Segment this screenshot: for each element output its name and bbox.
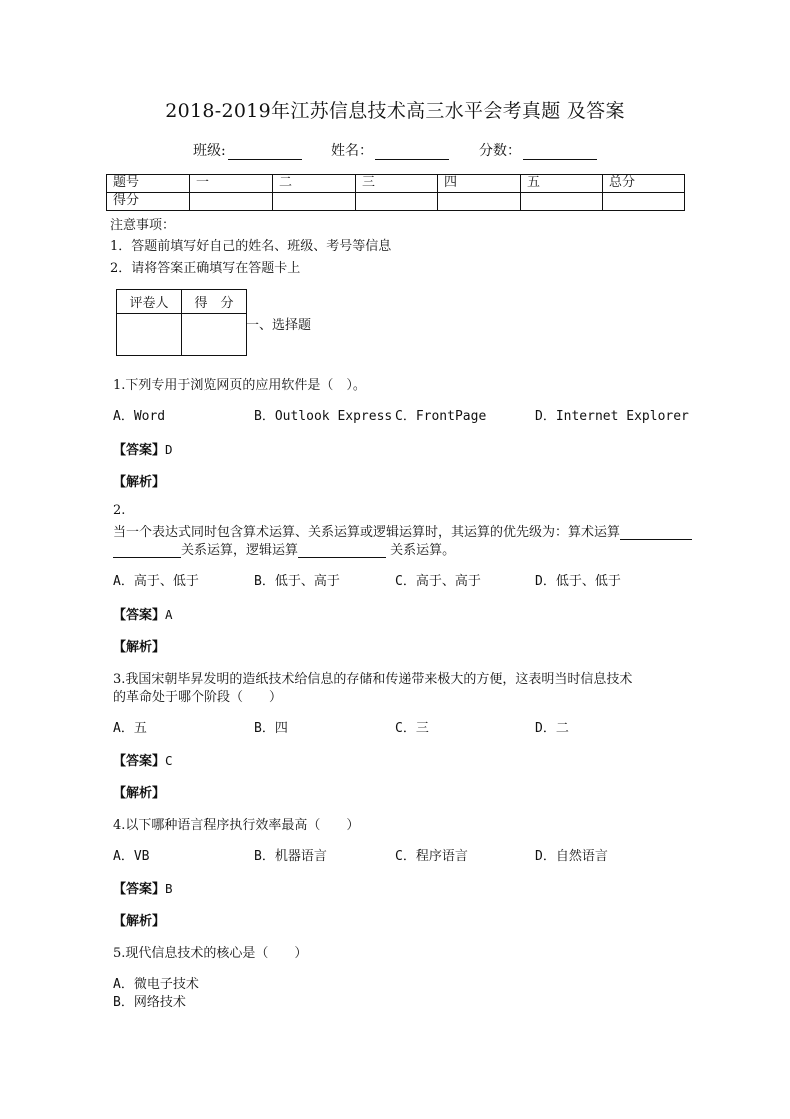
table-header-cell: 题号: [107, 175, 190, 193]
answer-label: 【答案】: [113, 754, 166, 769]
analysis-label: 【解析】: [113, 786, 166, 801]
question-stem-part: 当一个表达式同时包含算术运算、关系运算或逻辑运算时，其运算的优先级为：算术运算: [113, 525, 621, 540]
notes-heading: 注意事项：: [110, 218, 176, 233]
score-cell[interactable]: [438, 193, 521, 211]
question-stem: [113, 539, 455, 558]
option-c[interactable]: C．FrontPage: [395, 409, 487, 424]
score-cell[interactable]: [190, 193, 273, 211]
option-b[interactable]: B．四: [254, 721, 288, 736]
table-row: [107, 193, 685, 211]
analysis-label: 【解析】: [113, 914, 166, 929]
question-stem-part: 关系运算，逻辑运算: [181, 543, 299, 558]
table-header-cell: 三: [356, 175, 438, 193]
section-heading: 一、选择题: [246, 318, 312, 333]
answer-line: [113, 604, 173, 623]
score-field: [479, 140, 597, 160]
option-a[interactable]: A．VB: [113, 849, 150, 864]
table-header-cell: 二: [273, 175, 356, 193]
class-blank[interactable]: [228, 145, 302, 160]
score-table: [106, 174, 685, 211]
answer-label: 【答案】: [113, 443, 166, 458]
answer-label: 【答案】: [113, 608, 166, 623]
score-blank[interactable]: [523, 145, 597, 160]
grader-cell[interactable]: [117, 314, 182, 356]
question-stem: 4.以下哪种语言程序执行效率最高（ ）: [113, 818, 360, 833]
score-cell[interactable]: [603, 193, 685, 211]
table-header-cell: 四: [438, 175, 521, 193]
option-d[interactable]: D．二: [535, 721, 569, 736]
answer-label: 【答案】: [113, 882, 166, 897]
answer-line: [113, 439, 173, 458]
option-a[interactable]: A．微电子技术: [113, 977, 199, 992]
notes-item: 2．请将答案正确填写在答题卡上: [110, 261, 301, 276]
fill-blank[interactable]: [620, 525, 692, 540]
table-header-cell: 总分: [603, 175, 685, 193]
table-row: [117, 290, 247, 314]
option-c[interactable]: C．程序语言: [395, 849, 468, 864]
option-c[interactable]: C．三: [395, 721, 429, 736]
question-stem: 1.下列专用于浏览网页的应用软件是（ ）。: [113, 378, 366, 393]
grader-cell[interactable]: [182, 314, 247, 356]
table-header-cell: 一: [190, 175, 273, 193]
table-row: [117, 314, 247, 356]
class-label: 班级:: [193, 143, 226, 159]
grader-table: [116, 289, 247, 356]
grader-header: 评卷人: [117, 290, 182, 314]
table-row: [107, 175, 685, 193]
score-cell[interactable]: [273, 193, 356, 211]
fill-blank[interactable]: [298, 543, 386, 558]
question-stem: 5.现代信息技术的核心是（ ）: [113, 946, 308, 961]
score-label: 分数：: [479, 143, 521, 159]
grader-header: 得 分: [182, 290, 247, 314]
table-header-cell: 五: [521, 175, 603, 193]
table-row-label: 得分: [107, 193, 190, 211]
score-cell[interactable]: [356, 193, 438, 211]
question-stem: [113, 521, 692, 540]
answer-line: [113, 878, 173, 897]
option-c[interactable]: C．高于、高于: [395, 574, 481, 589]
page-title: 2018-2019年江苏信息技术高三水平会考真题 及答案: [165, 100, 625, 122]
answer-value: A: [165, 607, 173, 622]
option-d[interactable]: D．Internet Explorer: [535, 409, 689, 424]
score-cell[interactable]: [521, 193, 603, 211]
fill-blank[interactable]: [113, 543, 181, 558]
option-b[interactable]: B．低于、高于: [254, 574, 340, 589]
class-field: [193, 140, 302, 160]
question-stem: 3.我国宋朝毕昇发明的造纸技术给信息的存储和传递带来极大的方便，这表明当时信息技术: [113, 672, 633, 687]
option-d[interactable]: D．自然语言: [535, 849, 608, 864]
analysis-label: 【解析】: [113, 475, 166, 490]
question-number: 2.: [113, 503, 126, 518]
analysis-label: 【解析】: [113, 640, 166, 655]
answer-value: C: [165, 753, 173, 768]
option-b[interactable]: B．机器语言: [254, 849, 327, 864]
option-a[interactable]: A．五: [113, 721, 147, 736]
option-b[interactable]: B．网络技术: [113, 995, 186, 1010]
name-field: [331, 140, 449, 160]
option-d[interactable]: D．低于、低于: [535, 574, 621, 589]
question-stem-part: 关系运算。: [390, 543, 456, 558]
answer-value: B: [165, 881, 173, 896]
notes-item: 1．答题前填写好自己的姓名、班级、考号等信息: [110, 239, 392, 254]
option-a[interactable]: A．Word: [113, 409, 166, 424]
option-a[interactable]: A．高于、低于: [113, 574, 199, 589]
answer-value: D: [165, 442, 173, 457]
option-b[interactable]: B．Outlook Express: [254, 409, 393, 424]
answer-line: [113, 750, 173, 769]
name-blank[interactable]: [375, 145, 449, 160]
question-stem: 的革命处于哪个阶段（ ）: [113, 690, 283, 705]
name-label: 姓名：: [331, 143, 373, 159]
